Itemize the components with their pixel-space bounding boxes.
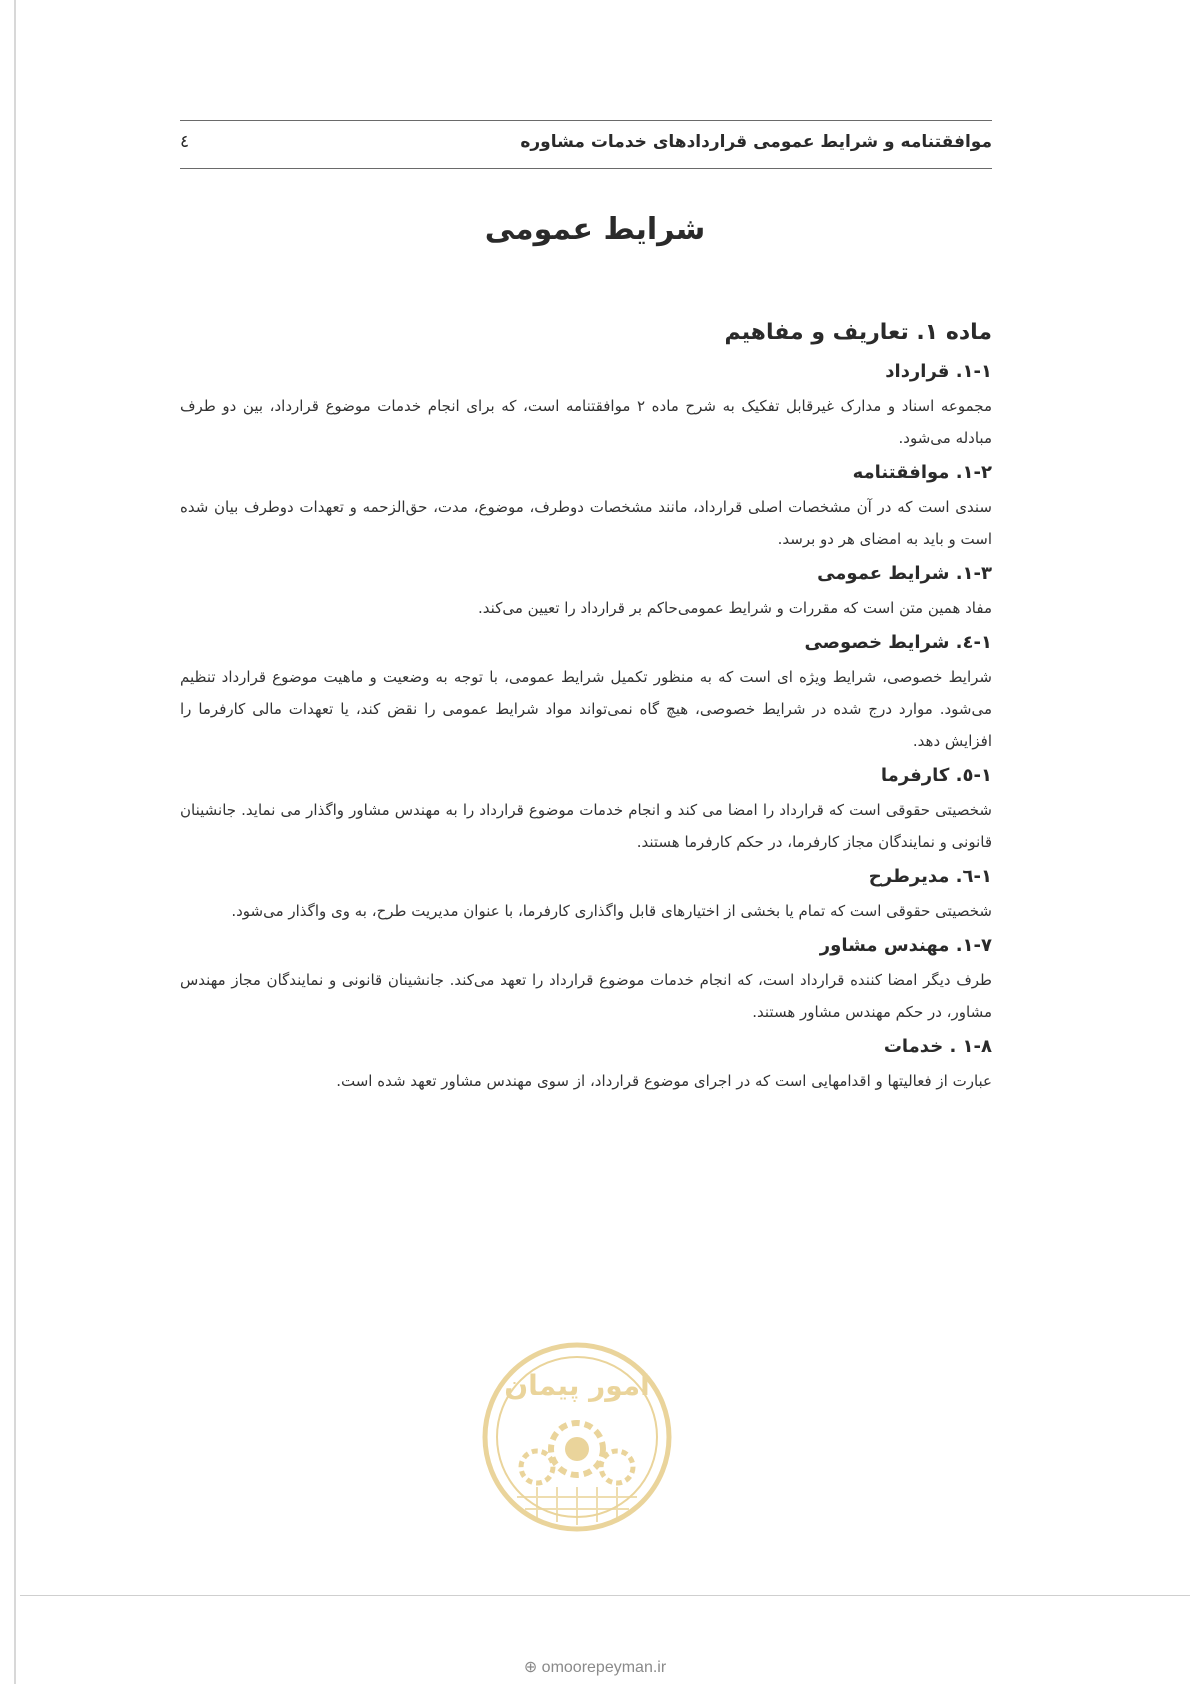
section-body: شخصیتی حقوقی است که تمام یا بخشی از اختیارهای قابل واگذاری کارفرما، با عنوان مدیریت طرح، به وی واگذار می‌شود. [231,902,992,920]
section-title: ۱-۱. قرارداد [885,361,992,382]
section-agreement [180,462,992,555]
running-title: موافقتنامه و شرایط عمومی قراردادهای خدمات مشاوره [520,132,992,152]
globe-icon: ⊕ [523,1659,538,1676]
section-title: ۱-۸ . خدمات [883,1036,992,1057]
chapter-title: شرایط عمومی [484,212,706,247]
publisher-seal-icon [477,1337,677,1537]
section-consultant [180,935,992,1028]
header-top-rule [180,120,992,121]
section-special-conditions [180,632,992,757]
section-body: شخصیتی حقوقی است که قرارداد را امضا می کند و انجام خدمات موضوع قرارداد را به مهندس مشاور واگذار می نماید. جانشینان قانونی و نمایندگان مجاز کارفرما، در حکم کارفرما هستند. [180,801,992,851]
section-body: طرف دیگر امضا کننده قرارداد است، که انجام خدمات موضوع قرارداد را تعهد می‌کند. جانشینان قانونی و نمایندگان مجاز مهندس مشاور، در حکم مهندس مشاور هستند. [180,971,992,1021]
site-url [0,1657,1190,1677]
section-title: ۱-٤. شرایط خصوصی [804,632,992,653]
footer-rule [20,1595,1190,1596]
site-url-text: omoorepeyman.ir [541,1659,667,1676]
section-body: عبارت از فعالیتها و اقدامهایی است که در اجرای موضوع قرارداد، از سوی مهندس مشاور تعهد شده است. [336,1072,992,1090]
header-bottom-rule [180,168,992,169]
document-body [180,320,992,1105]
section-title: ۱-۳. شرایط عمومی [817,563,992,584]
running-header [180,128,992,162]
section-body: مجموعه اسناد و مدارک غیرقابل تفکیک به شرح ماده ۲ موافقتنامه است، که برای انجام خدمات موضوع قرارداد، بین دو طرف مبادله می‌شود. [180,397,993,447]
page-number: ٤ [180,132,190,152]
article-title: ماده ۱. تعاریف و مفاهیم [724,320,992,345]
section-employer [180,765,992,858]
section-contract [180,361,992,454]
section-general-conditions [180,563,992,624]
section-body: سندی است که در آن مشخصات اصلی قرارداد، مانند مشخصات دوطرف، موضوع، مدت، حق‌الزحمه و تعهدات دوطرف بیان شده است و باید به امضای هر دو برسد. [180,498,992,548]
section-body: مفاد همین متن است که مقررات و شرایط عمومی‌حاکم بر قرارداد را تعیین می‌کند. [478,599,992,617]
section-body: شرایط خصوصی، شرایط ویژه ای است که به منظور تکمیل شرایط عمومی، با توجه به وضعیت و ماهیت موضوع قرارداد تنظیم می‌شود. موارد درج شده در شرایط خصوصی، هیچ گاه نمی‌تواند مواد شرایط عمومی را نقض کند، یا تعهدات مالی کارفرما را افزایش دهد. [180,668,992,750]
section-project-manager [180,866,992,927]
section-title: ۱-٦. مدیرطرح [868,866,992,887]
watermark-text: امور پیمان [504,1369,650,1402]
page-edge [14,0,16,1684]
section-services [180,1036,992,1097]
section-title: ۱-٥. کارفرما [880,765,992,786]
section-title: ۱-۷. مهندس مشاور [819,935,992,956]
section-title: ۱-۲. موافقتنامه [852,462,992,483]
